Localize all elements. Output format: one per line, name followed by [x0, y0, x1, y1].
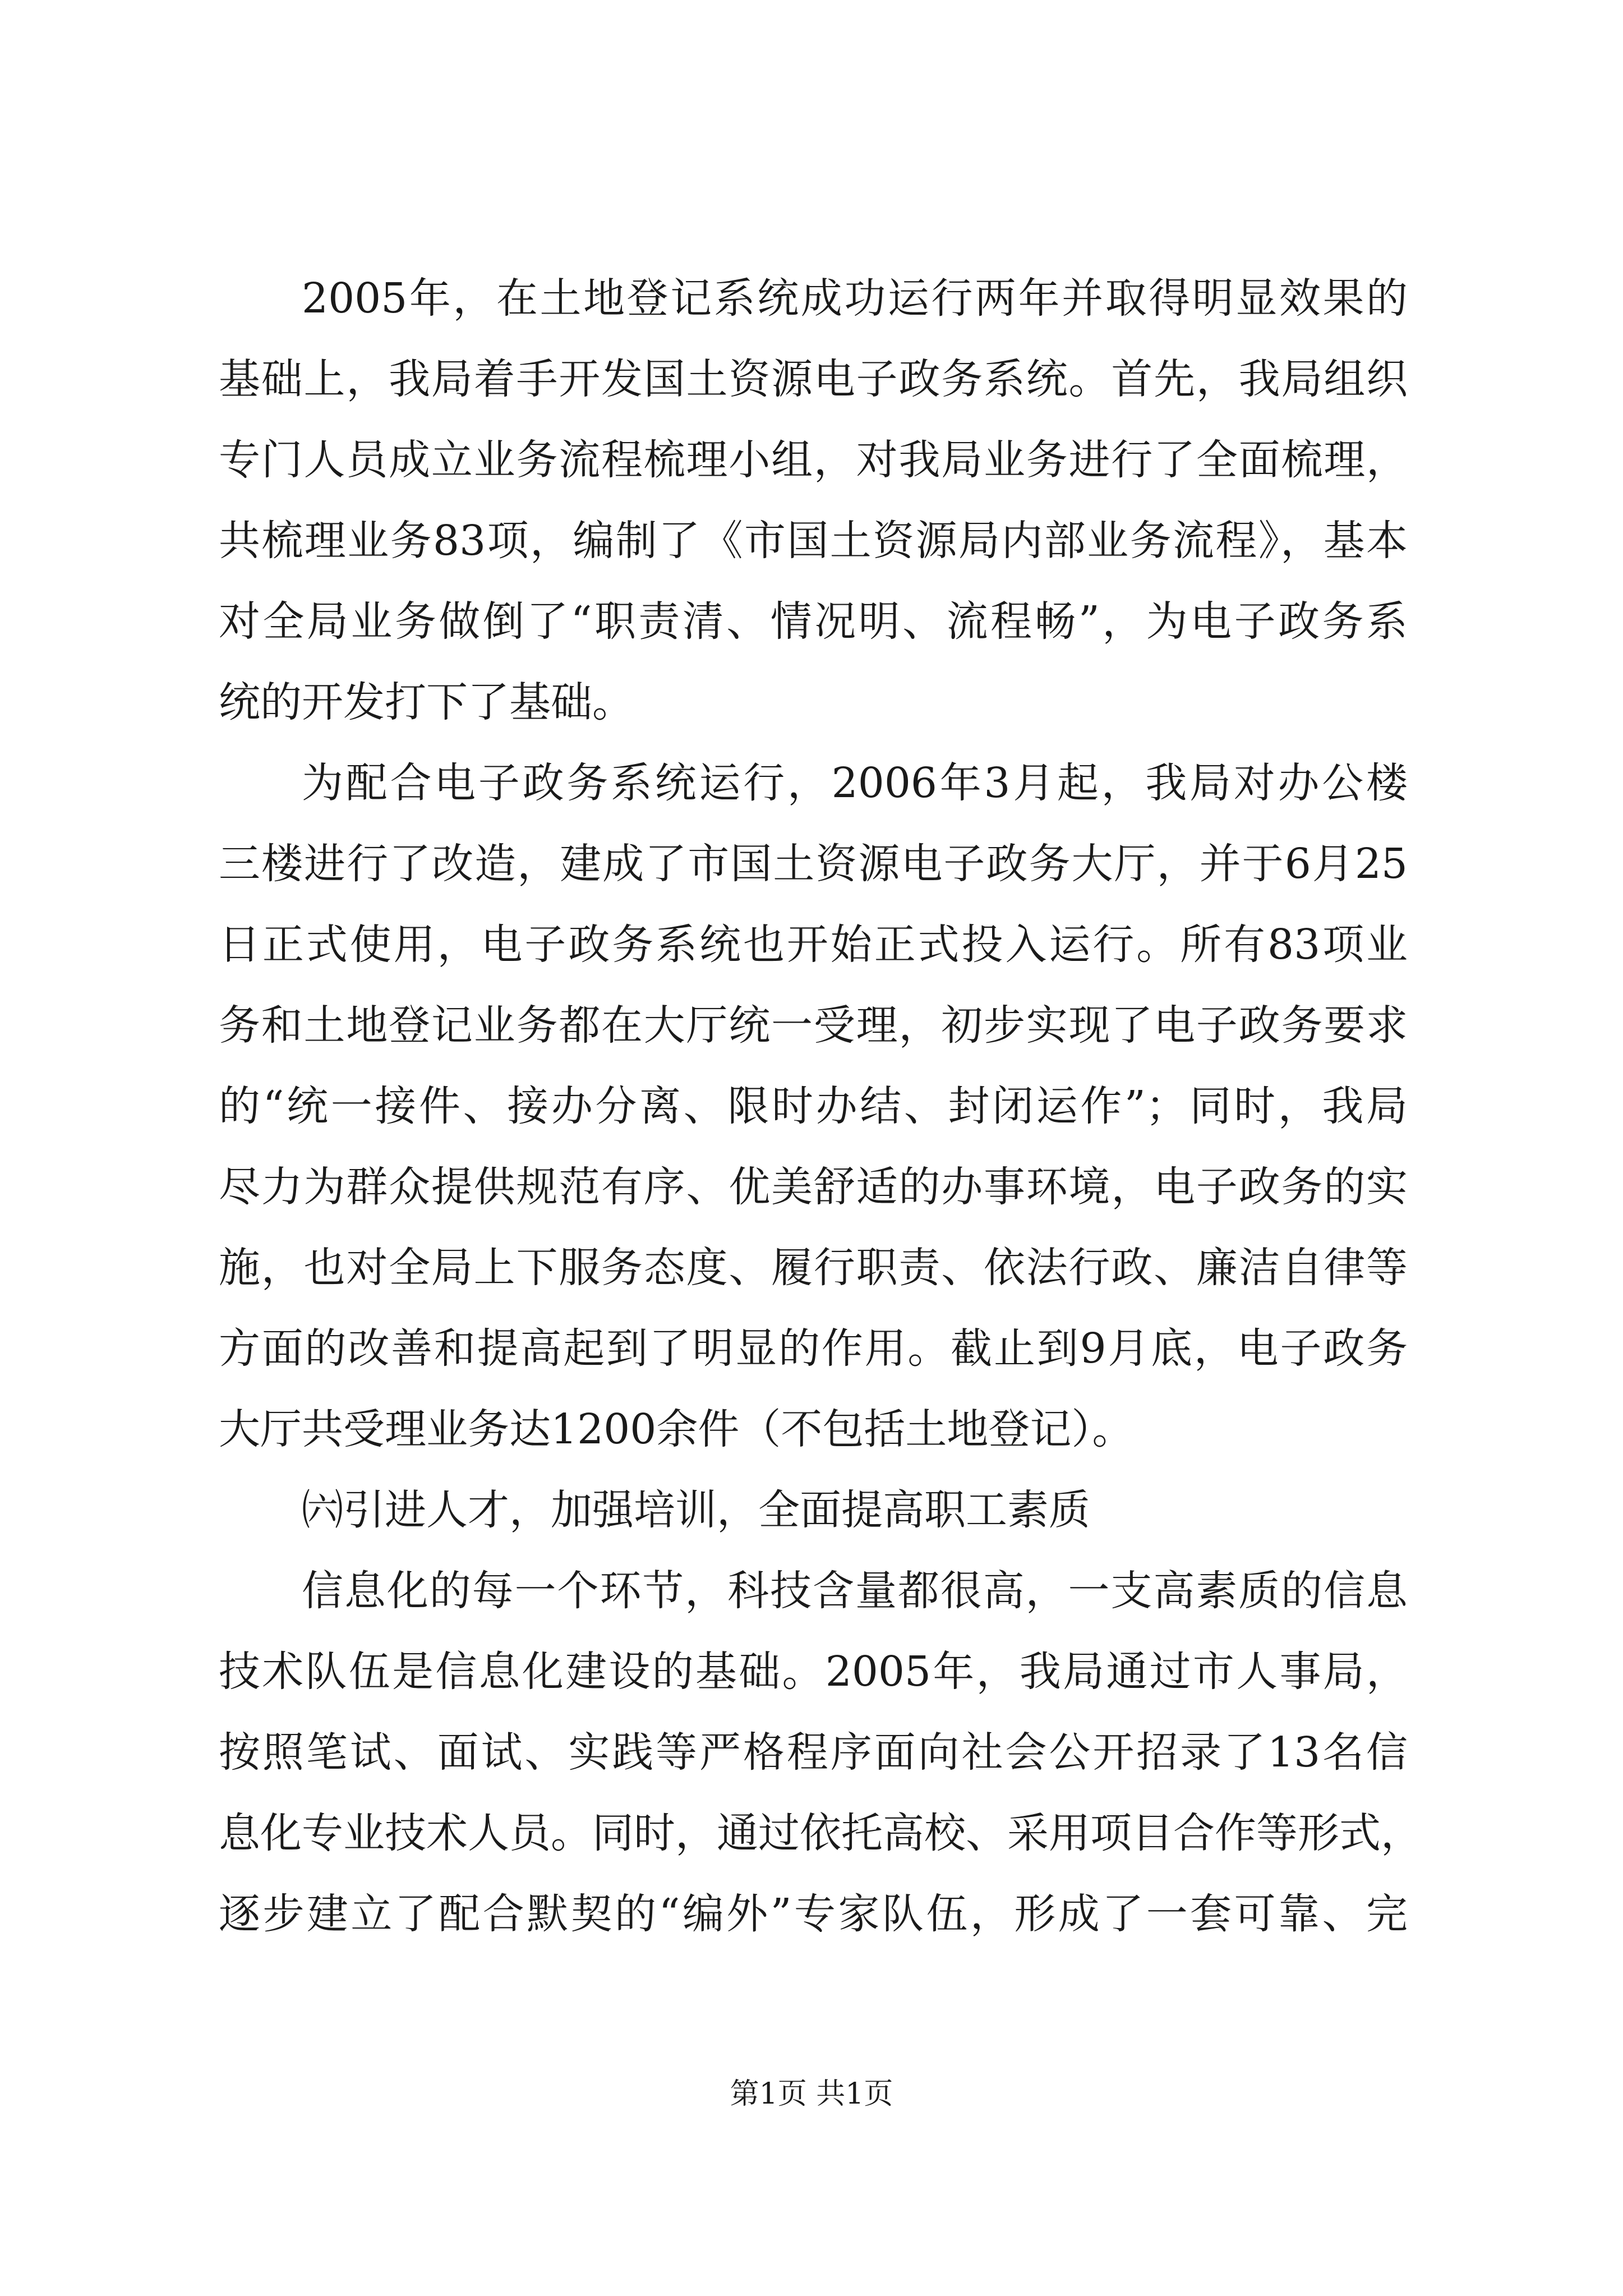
paragraph-2-line-6: 尽力为群众提供规范有序、优美舒适的办事环境，电子政务的实	[219, 1163, 1408, 1211]
paragraph-3-line-1: 信息化的每一个环节，科技含量都很高，一支高素质的信息	[302, 1567, 1408, 1615]
paragraph-1-line-3: 专门人员成立业务流程梳理小组，对我局业务进行了全面梳理，	[219, 436, 1408, 484]
paragraph-2-line-1: 为配合电子政务系统运行，2006年3月起，我局对办公楼	[302, 759, 1408, 807]
paragraph-1-line-6: 统的开发打下了基础。	[219, 678, 634, 726]
paragraph-2-line-4: 务和土地登记业务都在大厅统一受理，初步实现了电子政务要求	[219, 1001, 1408, 1050]
paragraph-2-line-8: 方面的改善和提高起到了明显的作用。截止到9月底，电子政务	[219, 1324, 1408, 1373]
paragraph-1-line-5: 对全局业务做倒了“职责清、情况明、流程畅”，为电子政务系	[219, 597, 1408, 646]
paragraph-2-line-9: 大厅共受理业务达1200余件（不包括土地登记）。	[219, 1405, 1134, 1453]
paragraph-3-line-2: 技术队伍是信息化建设的基础。2005年，我局通过市人事局，	[219, 1648, 1408, 1696]
paragraph-1-line-1: 2005年，在土地登记系统成功运行两年并取得明显效果的	[302, 274, 1408, 323]
page-number-footer: 第1页 共1页	[730, 2077, 893, 2111]
document-body	[219, 258, 1422, 1954]
paragraph-2-line-5: 的“统一接件、接办分离、限时办结、封闭运作”；同时，我局	[219, 1082, 1408, 1130]
paragraph-2-line-3: 日正式使用，电子政务系统也开始正式投入运行。所有83项业	[219, 921, 1408, 969]
paragraph-3-line-3: 按照笔试、面试、实践等严格程序面向社会公开招录了13名信	[219, 1728, 1408, 1777]
paragraph-1-line-4: 共梳理业务83项，编制了《市国土资源局内部业务流程》，基本	[219, 517, 1408, 565]
section-heading: ㈥引进人才，加强培训，全面提高职工素质	[302, 1486, 1090, 1534]
paragraph-1-line-2: 基础上，我局着手开发国土资源电子政务系统。首先，我局组织	[219, 355, 1408, 403]
paragraph-2-line-2: 三楼进行了改造，建成了市国土资源电子政务大厅，并于6月25	[219, 840, 1408, 888]
paragraph-3-line-5: 逐步建立了配合默契的“编外”专家队伍，形成了一套可靠、完	[219, 1890, 1408, 1938]
paragraph-2-line-7: 施，也对全局上下服务态度、履行职责、依法行政、廉洁自律等	[219, 1244, 1408, 1292]
paragraph-3-line-4: 息化专业技术人员。同时，通过依托高校、采用项目合作等形式，	[219, 1809, 1422, 1857]
